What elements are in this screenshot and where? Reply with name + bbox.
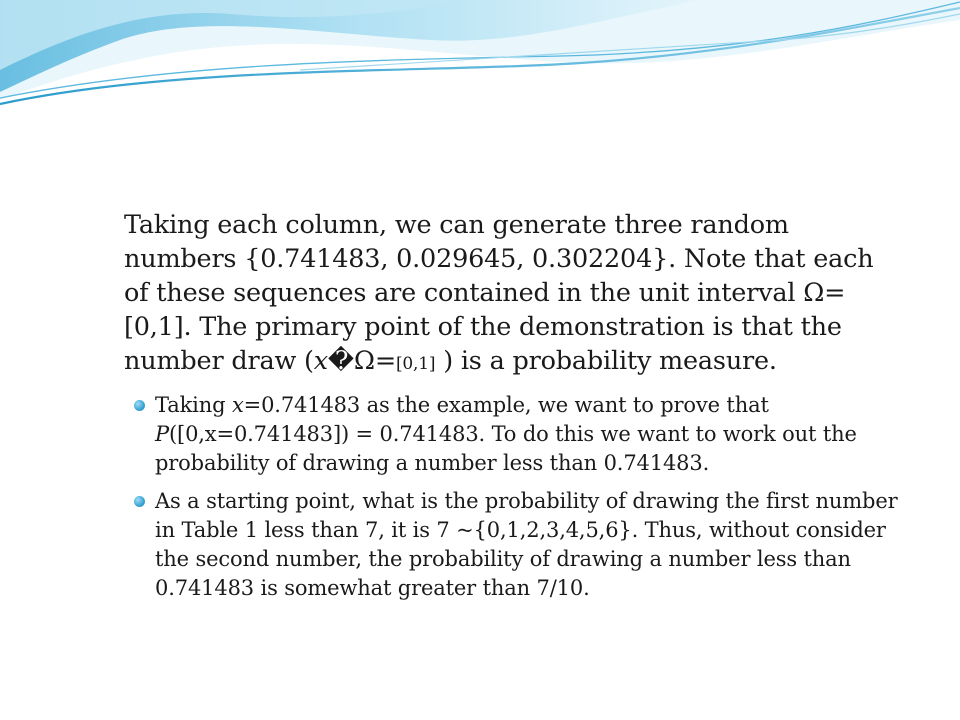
unit-interval-small: [0,1]	[395, 354, 436, 374]
bullet-text: As a starting point, what is the probability of drawing the first number in Table 1 less than 7, it is 7 ~{0,1,2,3,4,5,6}. Thus, without consider the second number, the probability of drawing a number less than 0.741483 is somewhat greater than 7/10.	[155, 489, 898, 600]
bullet-item	[124, 391, 904, 478]
variable-x: x	[231, 393, 244, 417]
slide-body	[124, 208, 904, 612]
bullet-list	[124, 391, 904, 603]
main-paragraph	[124, 208, 904, 381]
main-text-before: Taking each column, we can generate three random numbers {0.741483, 0.029645, 0.302204}. Note that each of these sequences are contained in the unit interval Ω=[0,1]. The primary point of the demonstration is that the number draw (	[124, 210, 874, 376]
main-text-after: ) is a probability measure.	[435, 346, 777, 376]
decorative-wave-header	[0, 0, 960, 120]
missing-glyph: �	[327, 346, 354, 376]
bullet-dot-icon	[134, 496, 145, 507]
bullet-dot-icon	[134, 400, 145, 411]
omega-equals: Ω=	[353, 346, 396, 376]
variable-x: x	[313, 346, 328, 376]
variable-p: P	[155, 422, 169, 446]
bullet-text: =0.741483 as the example, we want to prove that	[243, 393, 769, 417]
bullet-text: ([0,x=0.741483]) = 0.741483. To do this we want to work out the probability of drawing a number less than 0.741483.	[155, 422, 857, 475]
bullet-item	[124, 487, 904, 603]
bullet-text: Taking	[155, 393, 232, 417]
